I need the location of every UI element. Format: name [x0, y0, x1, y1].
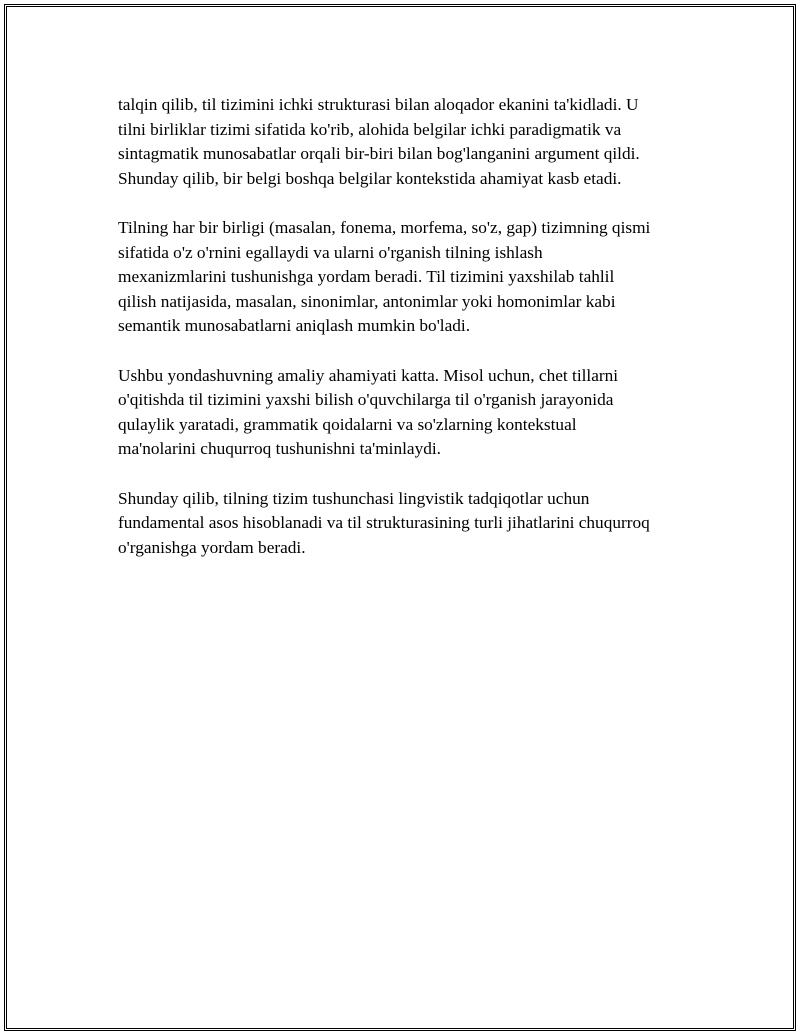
text-line: ma'nolarini chuqurroq tushunishni ta'minlaydi. [118, 439, 442, 459]
text-line: tilni birliklar tizimi sifatida ko'rib, alohida belgilar ichki paradigmatik va [118, 119, 622, 139]
text-line: Shunday qilib, tilning tizim tushunchasi lingvistik tadqiqotlar uchun [118, 488, 590, 508]
text-line: Ushbu yondashuvning amaliy ahamiyati katta. Misol uchun, chet tillarni [118, 365, 619, 385]
text-line: sintagmatik munosabatlar orqali bir-biri bilan bog'langanini argument qildi. [118, 144, 640, 164]
text-line: Shunday qilib, bir belgi boshqa belgilar kontekstida ahamiyat kasb etadi. [118, 168, 622, 188]
text-line: semantik munosabatlarni aniqlash mumkin bo'ladi. [118, 316, 471, 336]
text-line: mexanizmlarini tushunishga yordam beradi. Til tizimini yaxshilab tahlil [118, 267, 615, 287]
text-line: talqin qilib, til tizimini ichki strukturasi bilan aloqador ekanini ta'kidladi. U [118, 95, 639, 114]
text-line: qulaylik yaratadi, grammatik qoidalarni va so'zlarning kontekstual [118, 414, 577, 434]
text-line: qilish natijasida, masalan, sinonimlar, antonimlar yoki homonimlar kabi [118, 291, 616, 311]
text-line: Tilning har bir birligi (masalan, fonema, morfema, so'z, gap) tizimning qismi [118, 217, 651, 237]
paragraph-4 [118, 487, 702, 561]
text-line: o'rganishga yordam beradi. [118, 537, 306, 557]
paragraph-2 [118, 216, 702, 339]
document-body [118, 93, 702, 585]
paragraph-1 [118, 93, 702, 191]
text-line: fundamental asos hisoblanadi va til strukturasining turli jihatlarini chuqurroq [118, 513, 650, 533]
paragraph-3 [118, 364, 702, 462]
text-line: sifatida o'z o'rnini egallaydi va ularni o'rganish tilning ishlash [118, 242, 543, 262]
text-line: o'qitishda til tizimini yaxshi bilish o'quvchilarga til o'rganish jarayonida [118, 390, 614, 410]
